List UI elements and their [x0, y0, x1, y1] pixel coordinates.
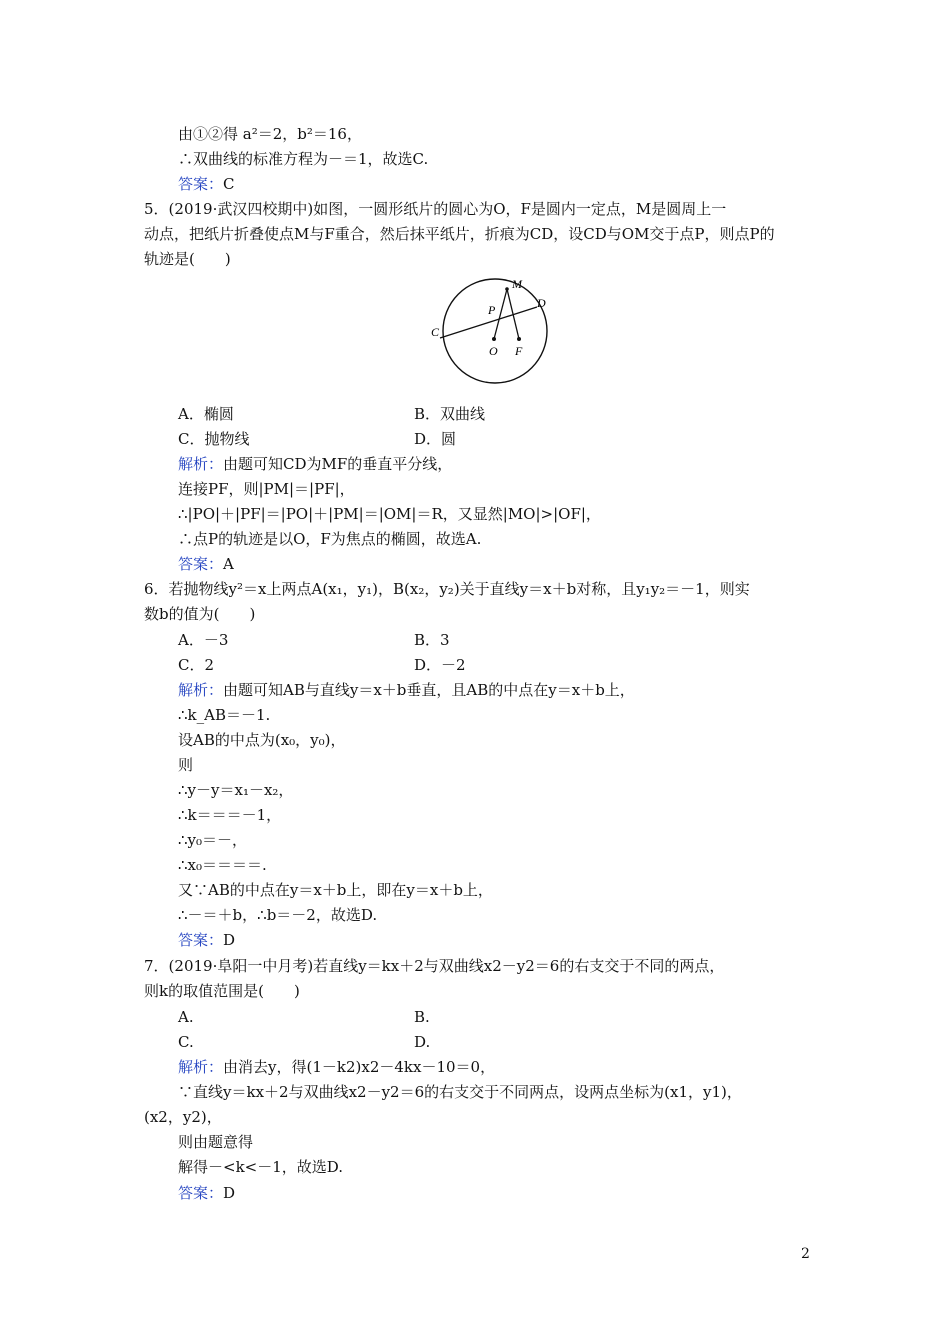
text-line: 则由题意得: [178, 1133, 254, 1151]
answer-line: [178, 1183, 235, 1203]
question-6-line: 数b的值为( ): [144, 605, 256, 623]
label-c: C: [431, 325, 440, 339]
label-d: D: [537, 296, 546, 310]
analysis-line: [178, 680, 635, 700]
answer-line: [178, 930, 235, 950]
answer-line: [178, 554, 234, 574]
point-o: [492, 337, 496, 341]
label-p: P: [488, 303, 496, 317]
option-d: D．－2: [414, 656, 466, 674]
analysis-text: 由题可知CD为MF的垂直平分线，: [223, 455, 453, 473]
text-line: ∵直线y＝kx＋2与双曲线x2－y2＝6的右支交于不同两点，设两点坐标为(x1，y1)，: [178, 1083, 742, 1101]
option-a: A．椭圆: [178, 405, 234, 423]
option-b: B.: [414, 1008, 430, 1026]
option-row: [178, 404, 486, 424]
answer-value: D: [223, 1184, 236, 1202]
question-5-line: 动点，把纸片折叠使点M与F重合，然后抹平纸片，折痕为CD，设CD与OM交于点P，则点P的: [144, 225, 775, 243]
option-d: D.: [414, 1033, 431, 1051]
option-b: B．3: [414, 631, 450, 649]
analysis-line: [178, 1057, 495, 1077]
text-line: ∴－＝＋b，∴b＝－2，故选D.: [178, 906, 378, 924]
analysis-text: 由题可知AB与直线y＝x＋b垂直，且AB的中点在y＝x＋b上，: [223, 681, 635, 699]
text-line: ∴y－y＝x₁－x₂，: [178, 781, 294, 799]
answer-label: 答案：: [178, 1184, 224, 1202]
text-line: ∴k_AB＝－1.: [178, 706, 271, 724]
option-a: A.: [178, 1008, 194, 1026]
text-line: ∴y₀＝－，: [178, 831, 248, 849]
option-c: C．抛物线: [178, 430, 250, 448]
question-7-line: 则k的取值范围是( ): [144, 982, 300, 1000]
text-line: ∴|PO|＋|PF|＝|PO|＋|PM|＝|OM|＝R，又显然|MO|>|OF|，: [178, 505, 601, 523]
label-m: M: [512, 277, 522, 291]
answer-label: 答案：: [178, 931, 224, 949]
analysis-label: 解析：: [178, 1058, 224, 1076]
circle-outline: [443, 279, 547, 383]
answer-line: [178, 174, 235, 194]
question-7-line: 7．(2019·阜阳一中月考)若直线y＝kx＋2与双曲线x2－y2＝6的右支交于不同的两点，: [144, 957, 725, 975]
answer-value: D: [223, 931, 236, 949]
option-c: C.: [178, 1033, 194, 1051]
text-line: 则: [178, 756, 194, 774]
option-row: [178, 630, 450, 650]
text-line: 由①②得 a²＝2，b²＝16，: [178, 125, 362, 143]
option-b: B．双曲线: [414, 405, 486, 423]
circle-figure: [426, 276, 556, 398]
text-line: ∴x₀＝＝＝＝.: [178, 856, 267, 874]
text-line: 又∵AB的中点在y＝x＋b上，即在y＝x＋b上，: [178, 881, 493, 899]
segment-om: [494, 289, 507, 339]
answer-value: A: [223, 555, 234, 573]
option-d: D．圆: [414, 430, 457, 448]
analysis-label: 解析：: [178, 681, 224, 699]
option-row: [178, 1007, 430, 1027]
text-line: (x2，y2)，: [144, 1108, 222, 1126]
answer-label: 答案：: [178, 175, 224, 193]
analysis-text: 由消去y，得(1－k2)x2－4kx－10＝0，: [223, 1058, 496, 1076]
text-line: ∴点P的轨迹是以O，F为焦点的椭圆，故选A.: [178, 530, 482, 548]
point-f: [517, 337, 521, 341]
analysis-label: 解析：: [178, 455, 224, 473]
question-5-line: 轨迹是( ): [144, 250, 231, 268]
page-number: 2: [801, 1246, 810, 1262]
question-5-line: 5．(2019·武汉四校期中)如图，一圆形纸片的圆心为O，F是圆内一定点，M是圆周上一: [144, 200, 727, 218]
answer-label: 答案：: [178, 555, 224, 573]
text-line: ∴k＝＝＝－1，: [178, 806, 282, 824]
point-m: [505, 287, 509, 291]
text-line: 连接PF，则|PM|＝|PF|，: [178, 480, 355, 498]
option-a: A．－3: [178, 631, 229, 649]
answer-value: C: [223, 175, 235, 193]
option-row: [178, 655, 466, 675]
option-c: C．2: [178, 656, 215, 674]
label-o: O: [489, 344, 498, 358]
text-line: ∴双曲线的标准方程为－＝1，故选C.: [178, 150, 429, 168]
analysis-line: [178, 454, 452, 474]
option-row: [178, 429, 457, 449]
text-line: 设AB的中点为(x₀，y₀)，: [178, 731, 346, 749]
label-f: F: [515, 344, 523, 358]
question-6-line: 6．若抛物线y²＝x上两点A(x₁，y₁)，B(x₂，y₂)关于直线y＝x＋b对称，且y₁y₂＝－1，则实: [144, 580, 750, 598]
text-line: 解得－<k<－1，故选D.: [178, 1158, 344, 1176]
option-row: [178, 1032, 431, 1052]
